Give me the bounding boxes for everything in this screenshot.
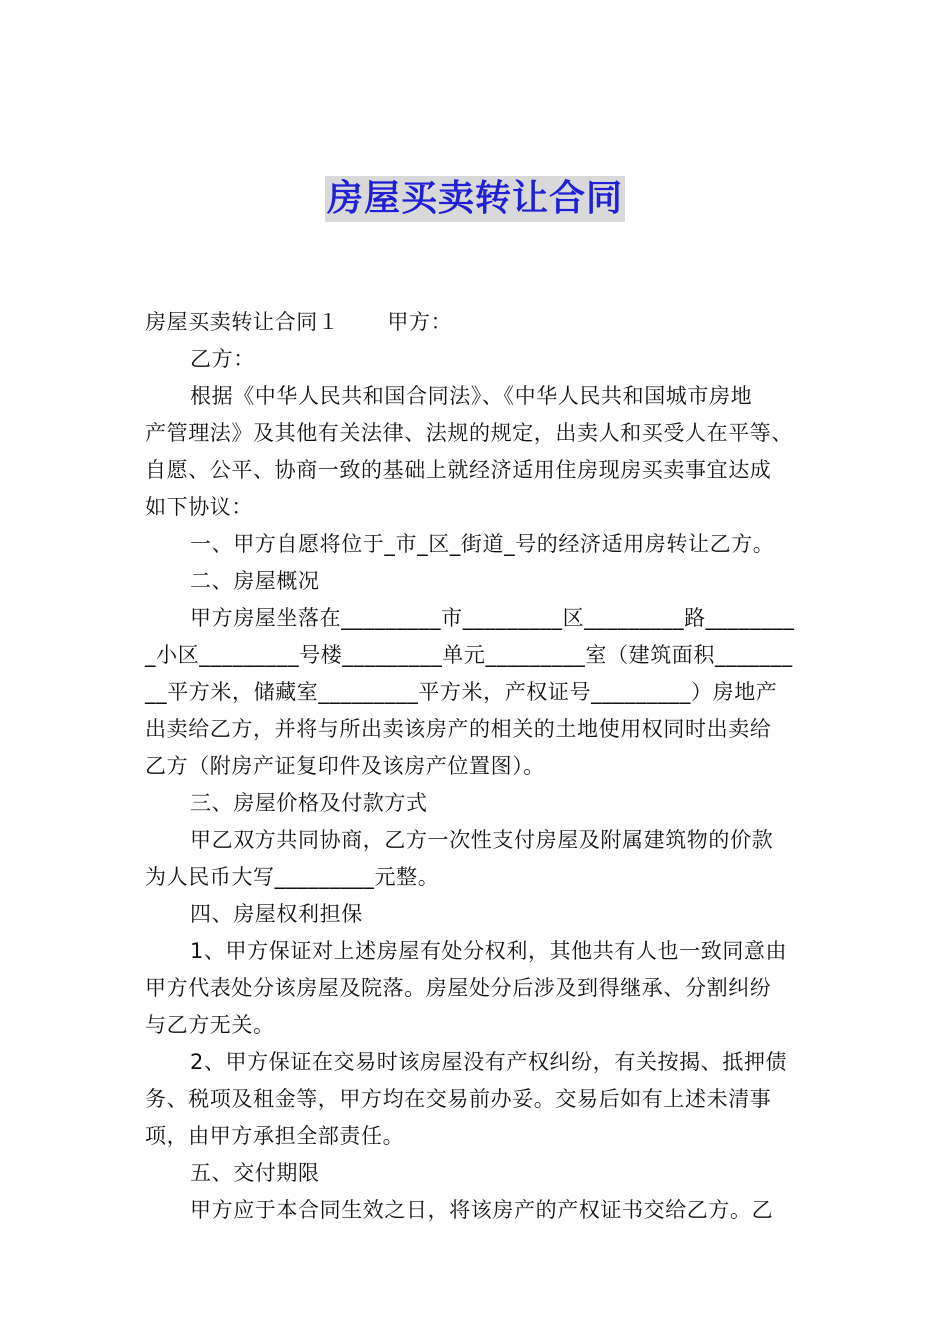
paragraph-line: 甲方应于本合同生效之日，将该房产的产权证书交给乙方。乙 <box>190 1198 774 1222</box>
contract-heading-line <box>145 304 811 341</box>
paragraph-line: 项，由甲方承担全部责任。 <box>145 1124 405 1148</box>
paragraph-line: 为人民币大写_________元整。 <box>145 865 440 889</box>
paragraph-line: 与乙方无关。 <box>145 1013 275 1037</box>
paragraph-line: 甲方代表处分该房屋及院落。房屋处分后涉及到得继承、分割纠纷 <box>145 976 772 1000</box>
document-body <box>145 304 811 1229</box>
paragraph-line: 自愿、公平、协商一致的基础上就经济适用住房现房买卖事宜达成 <box>145 458 772 482</box>
paragraph-line: 甲方房屋坐落在_________市_________区_________路________ <box>190 606 795 630</box>
paragraph-line: _小区_________号楼_________单元_________室（建筑面积_______ <box>145 643 793 667</box>
paragraph-line: 务、税项及租金等，甲方均在交易前办妥。交易后如有上述未清事 <box>145 1087 772 1111</box>
party-b-line: 乙方： <box>190 347 255 371</box>
paragraph-line: 1、甲方保证对上述房屋有处分权利，其他共有人也一致同意由 <box>190 939 788 963</box>
paragraph-line: 甲乙双方共同协商，乙方一次性支付房屋及附属建筑物的价款 <box>190 828 774 852</box>
paragraph-line: 乙方（附房产证复印件及该房产位置图）。 <box>145 754 545 778</box>
section-heading: 三、房屋价格及付款方式 <box>190 791 428 815</box>
section-heading: 四、房屋权利担保 <box>190 902 363 926</box>
section-heading: 二、房屋概况 <box>190 569 320 593</box>
party-a-label: 甲方： <box>387 310 453 334</box>
section-heading: 五、交付期限 <box>190 1161 320 1185</box>
paragraph-line: 产管理法》及其他有关法律、法规的规定，出卖人和买受人在平等、 <box>145 421 793 445</box>
contract-number-label: 房屋买卖转让合同１ <box>145 310 340 334</box>
paragraph-line: 2、甲方保证在交易时该房屋没有产权纠纷，有关按揭、抵押债 <box>190 1050 788 1074</box>
paragraph-line: __平方米，储藏室_________平方米，产权证号_________）房地产 <box>145 680 778 704</box>
paragraph-line: 一、甲方自愿将位于_市_区_街道_号的经济适用房转让乙方。 <box>190 532 775 556</box>
paragraph-line: 如下协议： <box>145 495 253 519</box>
document-title: 房屋买卖转让合同 <box>325 176 625 222</box>
paragraph-line: 根据《中华人民共和国合同法》、《中华人民共和国城市房地 <box>190 384 753 408</box>
title-container <box>0 176 950 222</box>
paragraph-line: 出卖给乙方，并将与所出卖该房产的相关的土地使用权同时出卖给 <box>145 717 772 741</box>
